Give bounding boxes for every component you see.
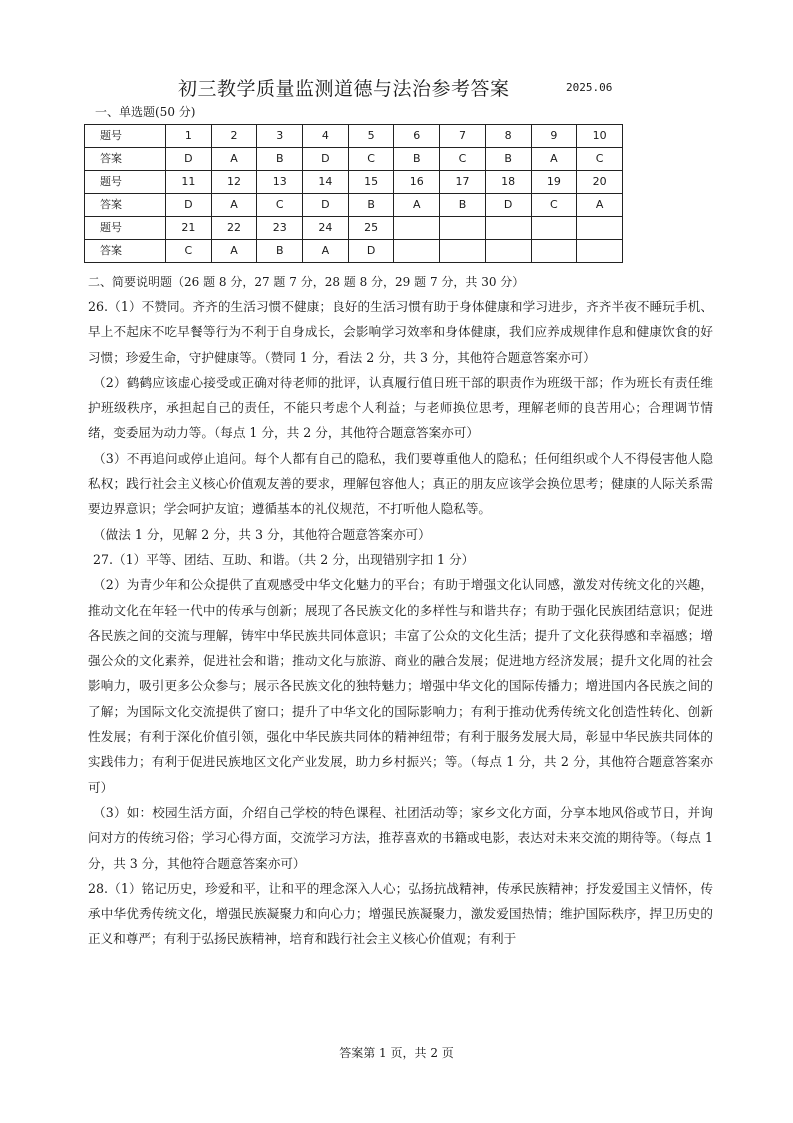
answer-body xyxy=(88,294,713,952)
paragraph: （3）如：校园生活方面，介绍自己学校的特色课程、社团活动等；家乡文化方面，分享本地风俗或节日，并询问对方的传统习俗；学习心得方面，交流学习方法，推荐喜欢的书籍或电影，表达对未来交流的期待等。（每点 1 分，共 3 分，其他符合题意答案亦可） xyxy=(88,804,713,871)
table-cell: C xyxy=(577,148,623,171)
table-cell xyxy=(485,217,531,240)
table-cell: D xyxy=(348,240,394,263)
table-cell: A xyxy=(394,194,440,217)
table-cell: 10 xyxy=(577,125,623,148)
table-cell: C xyxy=(440,148,486,171)
table-cell: 1 xyxy=(166,125,212,148)
table-cell: 16 xyxy=(394,171,440,194)
table-row xyxy=(85,194,623,217)
table-cell: 4 xyxy=(303,125,349,148)
table-cell: 17 xyxy=(440,171,486,194)
table-row xyxy=(85,125,623,148)
table-cell: C xyxy=(348,148,394,171)
table-cell: 24 xyxy=(303,217,349,240)
table-cell: 3 xyxy=(257,125,303,148)
table-cell: A xyxy=(303,240,349,263)
table-cell xyxy=(394,240,440,263)
paragraph: 27.（1）平等、团结、互助、和谐。（共 2 分，出现错别字扣 1 分） xyxy=(93,551,475,567)
table-cell xyxy=(485,240,531,263)
table-cell: 8 xyxy=(485,125,531,148)
table-cell: A xyxy=(211,148,257,171)
table-cell: D xyxy=(166,194,212,217)
page-footer: 答案第 1 页，共 2 页 xyxy=(339,1046,454,1060)
table-cell: C xyxy=(531,194,577,217)
table-cell: 25 xyxy=(348,217,394,240)
table-cell: D xyxy=(303,148,349,171)
table-cell xyxy=(577,217,623,240)
table-cell: B xyxy=(348,194,394,217)
paragraph: 26.（1）不赞同。齐齐的生活习惯不健康；良好的生活习惯有助于身体健康和学习进步，齐齐半夜不睡玩手机、早上不起床不吃早餐等行为不利于自身成长，会影响学习效率和身体健康，我们应养成规律作息和健康饮食的好习惯；珍爱生命，守护健康等。（赞同 1 分，看法 2 分，共 3 分，其他符合题意答案亦可） xyxy=(88,299,713,365)
table-cell: 15 xyxy=(348,171,394,194)
table-cell: B xyxy=(257,148,303,171)
table-cell: 18 xyxy=(485,171,531,194)
table-cell: A xyxy=(531,148,577,171)
table-cell: 9 xyxy=(531,125,577,148)
table-cell: C xyxy=(257,194,303,217)
date-label: 2025.06 xyxy=(566,81,613,94)
table-row xyxy=(85,171,623,194)
row-header-cell: 题号 xyxy=(85,125,166,148)
table-cell: 13 xyxy=(257,171,303,194)
table-cell: 5 xyxy=(348,125,394,148)
row-header-cell: 答案 xyxy=(85,148,166,171)
table-cell xyxy=(440,217,486,240)
table-cell: A xyxy=(577,194,623,217)
table-cell: 14 xyxy=(303,171,349,194)
header xyxy=(0,74,793,104)
table-cell xyxy=(394,217,440,240)
table-cell: 11 xyxy=(166,171,212,194)
table-row xyxy=(85,240,623,263)
table-cell: A xyxy=(211,194,257,217)
page-title: 初三教学质量监测道德与法治参考答案 xyxy=(178,78,510,100)
table-cell: 20 xyxy=(577,171,623,194)
row-header-cell: 题号 xyxy=(85,171,166,194)
table-cell: 23 xyxy=(257,217,303,240)
table-row xyxy=(85,148,623,171)
table-cell: 2 xyxy=(211,125,257,148)
table-cell: D xyxy=(303,194,349,217)
table-cell xyxy=(531,240,577,263)
table-cell: 7 xyxy=(440,125,486,148)
table-cell xyxy=(531,217,577,240)
table-cell: D xyxy=(485,194,531,217)
paragraph: （2）鹤鹤应该虚心接受或正确对待老师的批评，认真履行值日班干部的职责作为班级干部；作为班长有责任维护班级秩序，承担起自己的责任，不能只考虑个人利益；与老师换位思考，理解老师的良苦用心；合理调节情绪，变委屈为动力等。（每点 1 分，共 2 分，其他符合题意答案亦可） xyxy=(88,374,713,441)
table-cell: 21 xyxy=(166,217,212,240)
table-row xyxy=(85,217,623,240)
paragraph: （2）为青少年和公众提供了直观感受中华文化魅力的平台；有助于增强文化认同感，激发对传统文化的兴趣，推动文化在年轻一代中的传承与创新；展现了各民族文化的多样性与和谐共存；有助于强化民族团结意识；促进各民族之间的交流与理解，铸牢中华民族共同体意识；丰富了公众的文化生活；提升了文化获得感和幸福感；增强公众的文化素养，促进社会和谐；推动文化与旅游、商业的融合发展；促进地方经济发展；提升文化周的社会影响力，吸引更多公众参与；展示各民族文化的独特魅力；增强中华文化的国际传播力；增进国内各民族之间的了解；为国际文化交流提供了窗口；提升了中华文化的国际影响力；有利于推动优秀传统文化创造性转化、创新性发展；有利于深化价值引领，强化中华民族共同体的精神纽带；有利于服务发展大局，彰显中华民族共同体的实践伟力；有利于促进民族地区文化产业发展，助力乡村振兴；等。（每点 1 分，共 2 分，其他符合题意答案亦可） xyxy=(88,577,713,795)
table-cell: A xyxy=(211,240,257,263)
table-cell: 19 xyxy=(531,171,577,194)
table-cell: B xyxy=(257,240,303,263)
answer-table xyxy=(84,124,623,263)
table-cell: B xyxy=(485,148,531,171)
table-cell: 22 xyxy=(211,217,257,240)
paragraph: （3）不再追问或停止追问。每个人都有自己的隐私，我们要尊重他人的隐私；任何组织或个人不得侵害他人隐私权；践行社会主义核心价值观友善的要求，理解包容他人；真正的朋友应该学会换位思考；健康的人际关系需要边界意识；学会呵护友谊；遵循基本的礼仪规范，不打听他人隐私等。 xyxy=(88,450,713,517)
table-cell: 6 xyxy=(394,125,440,148)
paragraph: 28.（1）铭记历史，珍爱和平，让和平的理念深入人心；弘扬抗战精神，传承民族精神；抒发爱国主义情怀，传承中华优秀传统文化，增强民族凝聚力和向心力；增强民族凝聚力，激发爱国热情；维护国际秩序，捍卫历史的正义和尊严；有利于弘扬民族精神，培育和践行社会主义核心价值观；有利于 xyxy=(88,880,713,947)
table-cell: B xyxy=(440,194,486,217)
section1-title: 一、单选题(50 分) xyxy=(95,105,196,119)
row-header-cell: 答案 xyxy=(85,240,166,263)
table-cell: D xyxy=(166,148,212,171)
row-header-cell: 题号 xyxy=(85,217,166,240)
row-header-cell: 答案 xyxy=(85,194,166,217)
table-cell xyxy=(440,240,486,263)
table-cell: B xyxy=(394,148,440,171)
table-cell: 12 xyxy=(211,171,257,194)
paragraph: （做法 1 分，见解 2 分，共 3 分，其他符合题意答案亦可） xyxy=(93,526,431,542)
section2-title: 二、简要说明题（26 题 8 分，27 题 7 分，28 题 8 分，29 题 7 分，共 30 分） xyxy=(88,275,525,289)
table-cell xyxy=(577,240,623,263)
table-cell: C xyxy=(166,240,212,263)
